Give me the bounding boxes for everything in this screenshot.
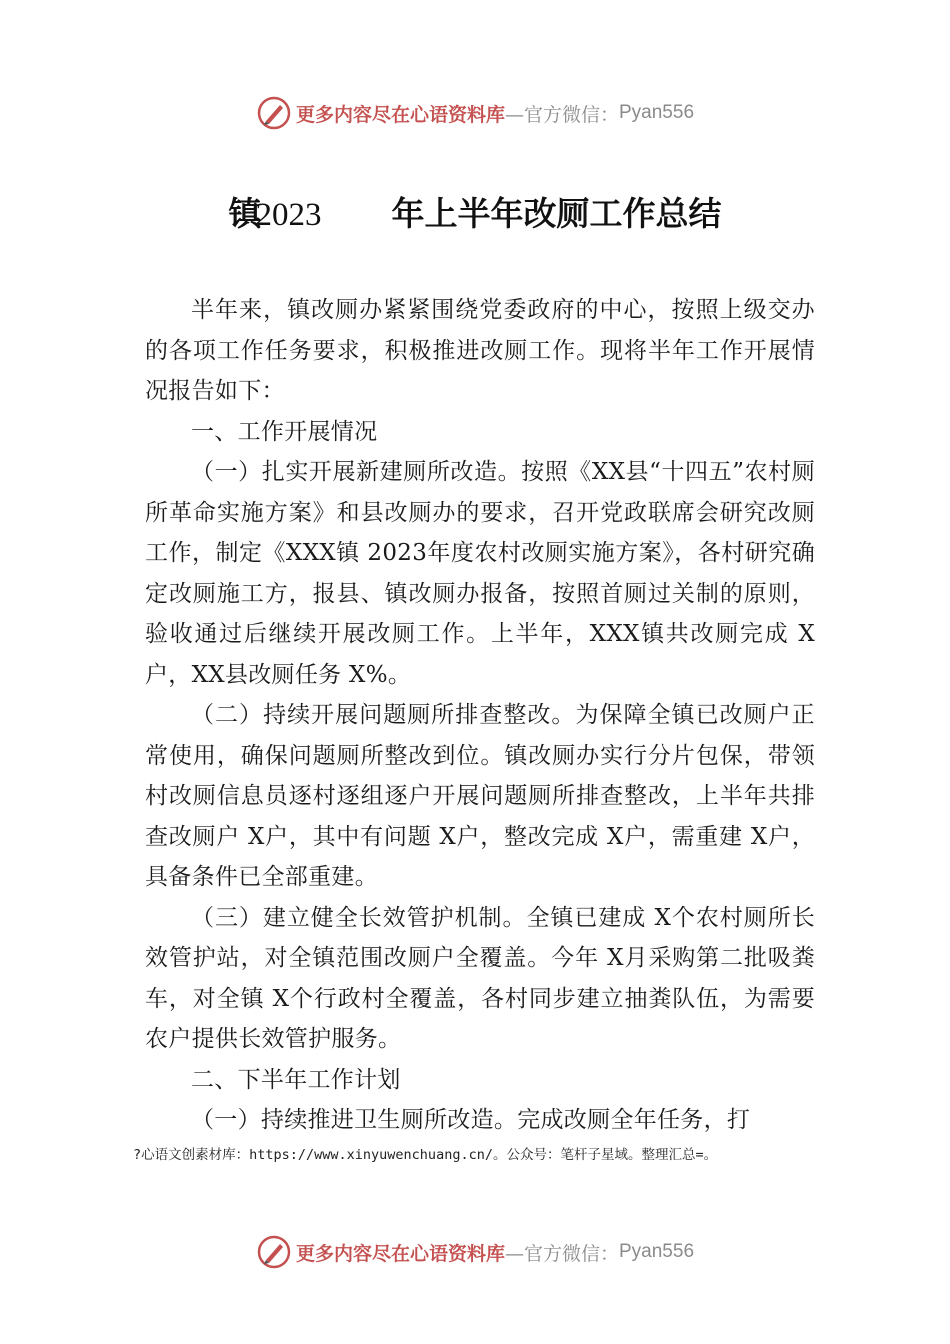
- document-title: [0, 188, 950, 235]
- banner-library-text: 更多内容尽在心语资料库: [295, 103, 505, 126]
- paragraph-item-3: （三）建立健全长效管护机制。全镇已建成 X个农村厕所长效管护站，对全镇范围改厕户全覆盖。今年 X月采购第二批吸粪车，对全镇 X个行政村全覆盖，各村同步建立抽粪队伍，为需要农户提供长效管护服务。: [145, 904, 815, 1052]
- pen-logo-icon: [256, 1234, 292, 1270]
- section-heading-2: 二、下半年工作计划: [191, 1066, 401, 1093]
- paragraph-plan-1: （一）持续推进卫生厕所改造。完成改厕全年任务，打: [191, 1107, 751, 1133]
- header-banner: [0, 93, 950, 133]
- paragraph-item-1: （一）扎实开展新建厕所改造。按照《XX县“十四五”农村厕所革命实施方案》和县改厕办的要求，召开党政联席会研究改厕工作，制定《XXX镇 2023年度农村改厕实施方案》，各村研究确定改厕施工方，报县、镇改厕办报备，按照首厕过关制的原则，验收通过后继续开展改厕工作。上半年，XXX镇共改厕完成 X户，XX县改厕任务 X%。: [145, 459, 815, 688]
- banner-wechat-label: —官方微信：: [504, 103, 619, 126]
- banner-wechat-label: —官方微信：: [504, 1242, 619, 1265]
- title-prefix: 镇: [228, 194, 262, 233]
- paragraph-item-2: （二）持续开展问题厕所排查整改。为保障全镇已改厕户正常使用，确保问题厕所整改到位。镇改厕办实行分片包保，带领村改厕信息员逐村逐组逐户开展问题厕所排查整改，上半年共排查改厕户 X户，其中有问题 X户，整改完成 X户，需重建 X户，具备条件已全部重建。: [145, 702, 815, 890]
- document-body: [145, 290, 815, 1141]
- banner-wechat-id: Pyan556: [619, 1241, 695, 1262]
- footer-banner: [0, 1232, 950, 1272]
- section-heading-1: 一、工作开展情况: [191, 418, 378, 445]
- footer-source-note: ?心语文创素材库：https://www.xinyuwenchuang.cn/。公众号：笔杆子星域。整理汇总=。: [133, 1147, 718, 1163]
- banner-library-text: 更多内容尽在心语资料库: [295, 1242, 505, 1265]
- banner-wechat-id: Pyan556: [619, 102, 695, 123]
- title-year: 2023: [255, 197, 322, 233]
- pen-logo-icon: [256, 95, 292, 131]
- title-rest: 年上半年改厕工作总结: [391, 194, 722, 233]
- paragraph-intro: 半年来，镇改厕办紧紧围绕党委政府的中心，按照上级交办的各项工作任务要求，积极推进改厕工作。现将半年工作开展情况报告如下：: [145, 297, 815, 404]
